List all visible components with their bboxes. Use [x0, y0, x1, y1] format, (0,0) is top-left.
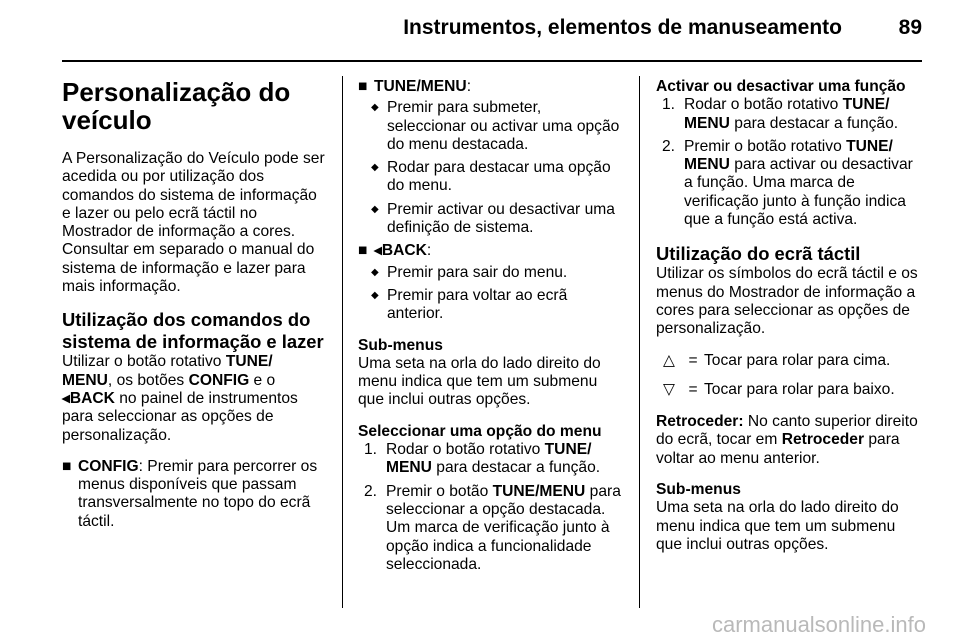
page-number: 89: [898, 16, 922, 39]
step-item: [364, 483, 623, 574]
page-header: [0, 16, 922, 48]
submenus-paragraph: Uma seta na orla do lado direito do menu indica que tem um submenu que inclui outras opções.: [656, 499, 899, 553]
touch-paragraph: Utilizar os símbolos do ecrã táctil e os menus do Mostrador de informação a cores para seleccionar as opções de personalização.: [656, 265, 918, 338]
scroll-down-row: [656, 381, 922, 399]
back-label: BACK: [69, 389, 115, 407]
text-fragment: No canto superior direito do ecrã, tocar em: [656, 413, 918, 449]
list-item-text: Premir para voltar ao ecrã anterior.: [387, 286, 568, 323]
step-number: 1.: [364, 441, 378, 459]
list-item: [371, 287, 623, 324]
square-bullet-icon: ■: [62, 457, 72, 475]
list-item: [371, 159, 623, 196]
text-fragment: no painel de instrumentos para seleccionar as opções de personalização.: [62, 389, 298, 444]
header-rule: [62, 60, 922, 62]
select-option-title: Seleccionar uma opção do menu: [358, 422, 602, 440]
submenus-paragraph: Uma seta na orla do lado direito do menu indica que tem um submenu que inclui outras opções.: [358, 354, 601, 409]
text-fragment: para destacar a função.: [734, 114, 899, 132]
column-2: [358, 78, 623, 579]
list-item-text: Premir para sair do menu.: [387, 263, 568, 281]
text-fragment: e o: [253, 371, 276, 389]
step-item: [364, 441, 623, 478]
tune-menu-label: TUNE/ MENU: [386, 441, 592, 477]
diamond-bullet-icon: ◆: [371, 162, 379, 174]
text-fragment: Rodar o botão rotativo: [684, 96, 839, 114]
retroceder-paragraph: [656, 413, 922, 468]
config-item: [62, 458, 327, 531]
equals-sign: =: [688, 351, 698, 369]
list-item-text: Rodar para destacar uma opção do menu.: [387, 159, 611, 195]
column-3: [656, 78, 922, 567]
list-item-text: Premir para submeter, seleccionar ou activar uma opção do menu destacada.: [387, 99, 620, 153]
retroceder-label: Retroceder:: [656, 413, 744, 431]
tune-menu-label: TUNE/MENU: [492, 482, 586, 500]
submenus-title: Sub-menus: [358, 336, 443, 354]
config-label: CONFIG: [188, 371, 250, 389]
diamond-bullet-icon: ◆: [371, 266, 379, 278]
scroll-up-row: [656, 352, 922, 370]
scroll-down-text: Tocar para rolar para baixo.: [704, 380, 895, 398]
back-item: [358, 242, 623, 260]
text-fragment: Rodar o botão rotativo: [386, 441, 541, 459]
tune-menu-item: [358, 78, 623, 96]
tune-menu-label: TUNE/ MENU: [684, 96, 890, 132]
step-item: [662, 96, 922, 133]
step-item: [662, 138, 922, 229]
watermark: carmanualsonline.info: [711, 612, 926, 637]
list-item: [371, 99, 623, 154]
submenus-title: Sub-menus: [656, 481, 741, 499]
retroceder-bold: Retroceder: [781, 431, 865, 449]
text-fragment: Premir o botão rotativo: [684, 137, 842, 155]
step-number: 2.: [364, 482, 378, 500]
text-fragment: para voltar ao menu anterior.: [656, 431, 900, 467]
step-number: 2.: [662, 137, 676, 155]
diamond-bullet-icon: ◆: [371, 102, 379, 114]
list-item: [371, 264, 623, 282]
step-number: 1.: [662, 96, 676, 114]
column-divider-1: [342, 76, 343, 608]
list-item: [371, 201, 623, 238]
subsection-title: Utilização do ecrã táctil: [656, 243, 861, 265]
back-label: BACK: [381, 242, 427, 260]
text-fragment: , os botões: [107, 371, 185, 389]
back-arrow-icon: ◂: [374, 242, 382, 260]
colon: :: [466, 78, 472, 95]
section-title: Personalização do veículo: [62, 77, 291, 135]
down-arrow-icon: ▽: [663, 380, 675, 398]
config-label: CONFIG: [78, 457, 139, 475]
tune-menu-label: TUNE/MENU: [374, 78, 467, 95]
header-title: Instrumentos, elementos de manuseamento: [403, 16, 842, 39]
tune-menu-label: TUNE/ MENU: [62, 353, 273, 389]
activate-title: Activar ou desactivar uma função: [656, 78, 906, 95]
equals-sign: =: [688, 380, 698, 398]
subsection-title: Utilização dos comandos do sistema de informação e lazer: [62, 309, 324, 353]
text-fragment: para activar ou desactivar a função. Uma marca de verificação junto à função indica que a função está activa.: [684, 156, 913, 229]
intro-paragraph: A Personalização do Veículo pode ser acedida ou por utilização dos comandos do sistema de informação e lazer ou pelo ecrã táctil no Mostrador de informação a cores. Consultar em separado o manual do sistema de informação e lazer para mais informação.: [62, 150, 325, 296]
column-divider-2: [639, 76, 640, 608]
column-1: [62, 78, 327, 534]
square-bullet-icon: ■: [358, 242, 368, 260]
diamond-bullet-icon: ◆: [371, 289, 379, 301]
text-fragment: para destacar a função.: [436, 459, 601, 477]
text-fragment: para seleccionar a opção destacada. Um marca de verificação junto à opção indica a funcionalidade seleccionada.: [386, 482, 621, 573]
list-item-text: Premir activar ou desactivar uma definição de sistema.: [387, 200, 615, 237]
text-fragment: Premir o botão: [386, 482, 489, 500]
square-bullet-icon: ■: [358, 78, 368, 95]
colon: :: [426, 242, 432, 260]
scroll-up-text: Tocar para rolar para cima.: [704, 351, 891, 369]
tune-menu-label: TUNE/ MENU: [684, 137, 893, 174]
up-arrow-icon: △: [663, 351, 675, 369]
text-fragment: Utilizar o botão rotativo: [62, 353, 222, 371]
diamond-bullet-icon: ◆: [371, 203, 379, 215]
back-arrow-icon: ◂: [62, 389, 70, 407]
config-description: : Premir para percorrer os menus disponíveis que passam transversalmente no topo do ecrã táctil.: [78, 457, 318, 530]
controls-paragraph: [62, 353, 327, 444]
